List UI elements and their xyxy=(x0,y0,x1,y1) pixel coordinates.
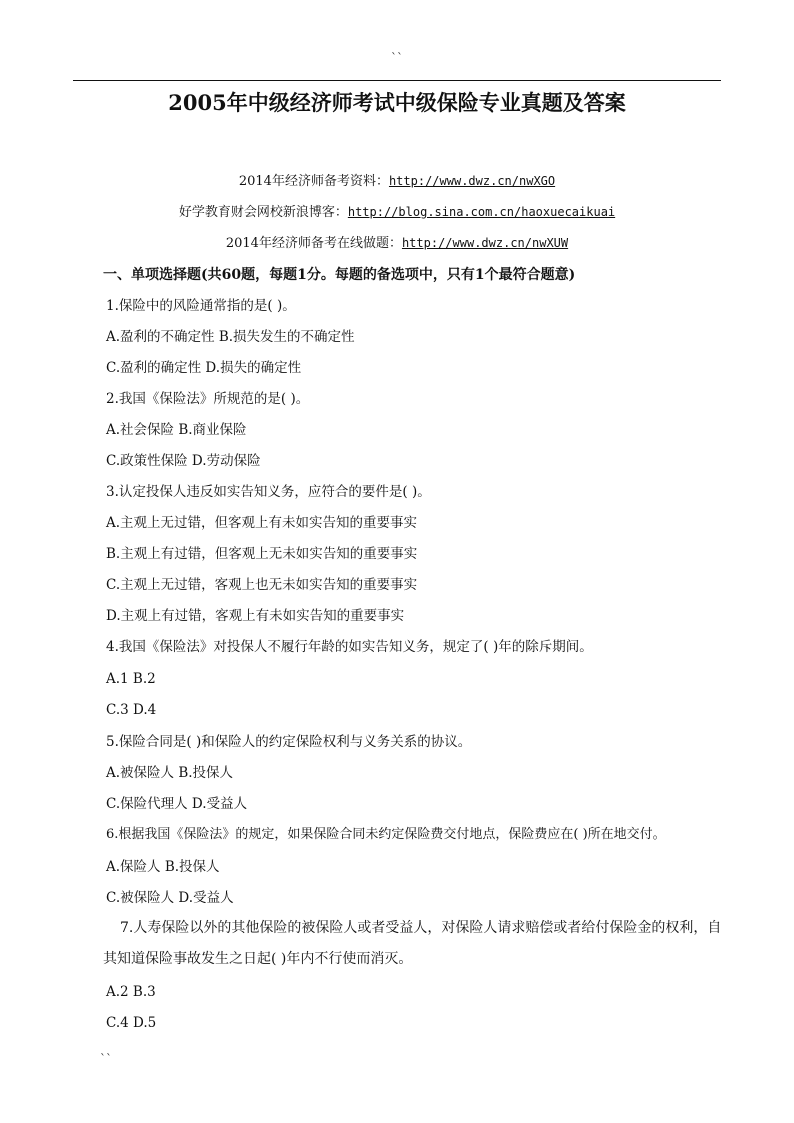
question-line: 6.根据我国《保险法》的规定，如果保险合同未约定保险费交付地点，保险费应在( )所在地交付。 xyxy=(106,827,666,842)
option-line: C.主观上无过错，客观上也无未如实告知的重要事实 xyxy=(106,577,418,593)
option-line: B.主观上有过错，但客观上无未如实告知的重要事实 xyxy=(106,546,418,562)
option-line: A.1 B.2 xyxy=(106,671,156,687)
option-line: C.被保险人 D.受益人 xyxy=(106,890,234,906)
option-line: A.盈利的不确定性 B.损失发生的不确定性 xyxy=(106,329,355,345)
promo-link[interactable]: http://www.dwz.cn/nwXGO xyxy=(388,174,556,188)
option-line: A.主观上无过错，但客观上有未如实告知的重要事实 xyxy=(106,515,418,531)
promo-line-2 xyxy=(0,203,794,222)
section-heading: 一、单项选择题(共60题，每题1分。每题的备选项中，只有1个最符合题意) xyxy=(103,267,576,283)
option-line: A.被保险人 B.投保人 xyxy=(106,765,234,781)
header-mark: `` xyxy=(391,51,403,65)
option-line: C.3 D.4 xyxy=(106,702,157,718)
header-rule xyxy=(73,80,721,81)
promo-link[interactable]: http://blog.sina.com.cn/haoxuecaikuai xyxy=(347,205,616,219)
question-line: 1.保险中的风险通常指的是( )。 xyxy=(106,298,296,314)
option-line: A.保险人 B.投保人 xyxy=(106,859,220,875)
option-line: A.社会保险 B.商业保险 xyxy=(106,422,247,438)
promo-line-1 xyxy=(0,172,794,191)
option-line: C.盈利的确定性 D.损失的确定性 xyxy=(106,360,302,376)
promo-line-3 xyxy=(0,234,794,253)
question-line: 3.认定投保人违反如实告知义务，应符合的要件是( )。 xyxy=(106,484,431,500)
page-title: 2005年中级经济师考试中级保险专业真题及答案 xyxy=(168,90,626,115)
promo-label: 2014年经济师备考在线做题： xyxy=(225,236,402,251)
option-line: C.4 D.5 xyxy=(106,1015,157,1031)
promo-link[interactable]: http://www.dwz.cn/nwXUW xyxy=(401,236,569,250)
question-line: 2.我国《保险法》所规范的是( )。 xyxy=(106,391,310,407)
promo-label: 2014年经济师备考资料： xyxy=(238,174,389,189)
option-line: A.2 B.3 xyxy=(106,984,156,1000)
option-line: C.保险代理人 D.受益人 xyxy=(106,796,248,812)
question-line: 7.人寿保险以外的其他保险的被保险人或者受益人，对保险人请求赔偿或者给付保险金的权利，自其知道保险事故发生之日起( )年内不行使而消灭。 xyxy=(103,920,722,967)
question-line: 5.保险合同是( )和保险人的约定保险权利与义务关系的协议。 xyxy=(106,734,472,750)
option-line: C.政策性保险 D.劳动保险 xyxy=(106,453,261,469)
footer-mark: `` xyxy=(100,1052,112,1066)
option-line: D.主观上有过错，客观上有未如实告知的重要事实 xyxy=(106,608,405,624)
promo-label: 好学教育财会网校新浪博客： xyxy=(178,205,348,220)
question-line: 4.我国《保险法》对投保人不履行年龄的如实告知义务，规定了( )年的除斥期间。 xyxy=(106,639,593,655)
